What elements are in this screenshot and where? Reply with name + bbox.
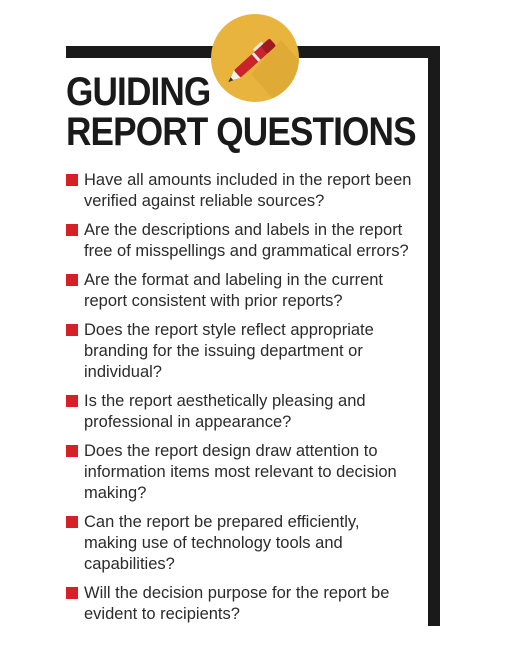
question-item	[66, 512, 416, 575]
question-text: Is the report aesthetically pleasing and professional in appearance?	[84, 392, 366, 431]
question-text: Does the report style reflect appropriate branding for the issuing department or individual?	[84, 321, 374, 381]
red-square-bullet-icon	[66, 395, 78, 407]
question-text: Have all amounts included in the report been verified against reliable sources?	[84, 171, 412, 210]
red-square-bullet-icon	[66, 516, 78, 528]
frame-right-bar	[428, 46, 440, 626]
question-item	[66, 320, 416, 383]
question-item	[66, 391, 416, 433]
question-item	[66, 270, 416, 312]
question-item	[66, 220, 416, 262]
question-item	[66, 170, 416, 212]
red-square-bullet-icon	[66, 445, 78, 457]
red-square-bullet-icon	[66, 324, 78, 336]
red-square-bullet-icon	[66, 587, 78, 599]
red-square-bullet-icon	[66, 274, 78, 286]
question-item	[66, 441, 416, 504]
title-line-1: GUIDING	[66, 70, 211, 114]
question-item	[66, 583, 416, 625]
question-list	[66, 170, 416, 625]
question-text: Will the decision purpose for the report be evident to recipients?	[84, 584, 390, 623]
page-title	[66, 72, 416, 152]
question-text: Does the report design draw attention to information items most relevant to decision making?	[84, 442, 397, 502]
title-line-2: REPORT QUESTIONS	[66, 110, 416, 154]
question-text: Can the report be prepared efficiently, making use of technology tools and capabilities?	[84, 513, 360, 573]
question-text: Are the descriptions and labels in the report free of misspellings and grammatical errors?	[84, 221, 409, 260]
red-square-bullet-icon	[66, 224, 78, 236]
question-text: Are the format and labeling in the current report consistent with prior reports?	[84, 271, 384, 310]
red-square-bullet-icon	[66, 174, 78, 186]
